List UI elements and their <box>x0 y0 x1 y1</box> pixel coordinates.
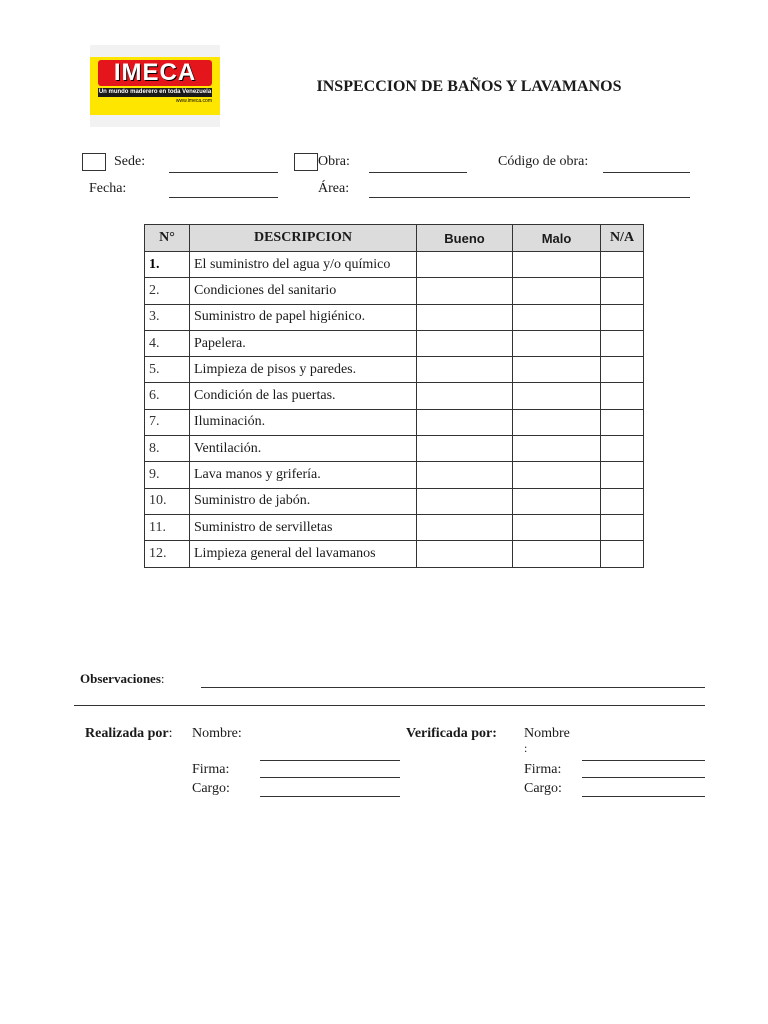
malo-cell[interactable] <box>513 488 601 514</box>
verificada-firma-field[interactable] <box>582 777 705 778</box>
header-bueno: Bueno <box>417 225 513 252</box>
table-row <box>145 409 644 435</box>
row-description: Lava manos y grifería. <box>190 462 417 488</box>
verificada-por-label: Verificada por: <box>406 726 497 741</box>
row-number: 3. <box>145 304 190 330</box>
na-cell[interactable] <box>601 252 644 278</box>
row-description: Suministro de servilletas <box>190 514 417 540</box>
na-cell[interactable] <box>601 383 644 409</box>
bueno-cell[interactable] <box>417 462 513 488</box>
table-row <box>145 330 644 356</box>
verificada-nombre-colon: : <box>524 741 528 755</box>
bueno-cell[interactable] <box>417 409 513 435</box>
malo-cell[interactable] <box>513 436 601 462</box>
logo-wordmark: IMECA <box>98 60 212 86</box>
realizada-cargo-field[interactable] <box>260 796 400 797</box>
malo-cell[interactable] <box>513 462 601 488</box>
verificada-cargo-field[interactable] <box>582 796 705 797</box>
na-cell[interactable] <box>601 409 644 435</box>
header-number: N° <box>145 225 190 252</box>
row-description: Iluminación. <box>190 409 417 435</box>
row-number: 1. <box>145 252 190 278</box>
sede-label: Sede: <box>114 154 146 169</box>
logo-url: www.imeca.com <box>175 98 212 104</box>
bueno-cell[interactable] <box>417 252 513 278</box>
row-description: Ventilación. <box>190 436 417 462</box>
table-row <box>145 357 644 383</box>
malo-cell[interactable] <box>513 304 601 330</box>
row-number: 9. <box>145 462 190 488</box>
table-row <box>145 278 644 304</box>
bueno-cell[interactable] <box>417 330 513 356</box>
table-row <box>145 436 644 462</box>
row-description: Limpieza de pisos y paredes. <box>190 357 417 383</box>
sede-checkbox[interactable] <box>82 153 106 171</box>
row-description: Condiciones del sanitario <box>190 278 417 304</box>
observaciones-field[interactable] <box>201 687 705 688</box>
verificada-cargo-label: Cargo: <box>524 781 562 796</box>
row-number: 10. <box>145 488 190 514</box>
observaciones-colon: : <box>160 671 165 686</box>
na-cell[interactable] <box>601 462 644 488</box>
bueno-cell[interactable] <box>417 514 513 540</box>
na-cell[interactable] <box>601 436 644 462</box>
observaciones-label: Observaciones <box>80 671 161 686</box>
table-row <box>145 383 644 409</box>
section-divider <box>74 705 705 706</box>
table-row <box>145 462 644 488</box>
area-label: Área: <box>318 181 350 196</box>
realizada-firma-field[interactable] <box>260 777 400 778</box>
fecha-field[interactable] <box>169 197 278 198</box>
row-number: 4. <box>145 330 190 356</box>
row-number: 11. <box>145 514 190 540</box>
row-description: Limpieza general del lavamanos <box>190 541 417 567</box>
bueno-cell[interactable] <box>417 436 513 462</box>
table-row <box>145 304 644 330</box>
realizada-por-label: Realizada por <box>85 726 169 741</box>
inspection-table <box>144 224 644 568</box>
row-number: 7. <box>145 409 190 435</box>
obra-field[interactable] <box>369 172 467 173</box>
table-row <box>145 541 644 567</box>
realizada-nombre-label: Nombre: <box>192 726 242 741</box>
row-number: 8. <box>145 436 190 462</box>
bueno-cell[interactable] <box>417 357 513 383</box>
malo-cell[interactable] <box>513 330 601 356</box>
malo-cell[interactable] <box>513 514 601 540</box>
malo-cell[interactable] <box>513 409 601 435</box>
na-cell[interactable] <box>601 304 644 330</box>
verificada-nombre-field[interactable] <box>582 760 705 761</box>
na-cell[interactable] <box>601 488 644 514</box>
realizada-cargo-label: Cargo: <box>192 781 230 796</box>
logo-tagline: Un mundo maderero en toda Venezuela <box>98 89 212 95</box>
codigo-obra-label: Código de obra: <box>498 154 589 169</box>
na-cell[interactable] <box>601 278 644 304</box>
realizada-firma-label: Firma: <box>192 762 230 777</box>
table-row <box>145 252 644 278</box>
table-row <box>145 488 644 514</box>
sede-field[interactable] <box>169 172 278 173</box>
na-cell[interactable] <box>601 330 644 356</box>
row-description: El suministro del agua y/o químico <box>190 252 417 278</box>
verificada-nombre-label: Nombre <box>524 726 570 741</box>
verificada-firma-label: Firma: <box>524 762 562 777</box>
row-number: 12. <box>145 541 190 567</box>
malo-cell[interactable] <box>513 383 601 409</box>
obra-checkbox[interactable] <box>294 153 318 171</box>
malo-cell[interactable] <box>513 278 601 304</box>
fecha-label: Fecha: <box>89 181 127 196</box>
malo-cell[interactable] <box>513 357 601 383</box>
row-description: Condición de las puertas. <box>190 383 417 409</box>
row-number: 2. <box>145 278 190 304</box>
document-title: INSPECCION DE BAÑOS Y LAVAMANOS <box>316 78 622 95</box>
table-header-row <box>145 225 644 252</box>
row-number: 5. <box>145 357 190 383</box>
malo-cell[interactable] <box>513 541 601 567</box>
realizada-por-colon: : <box>168 726 173 741</box>
realizada-nombre-field[interactable] <box>260 760 400 761</box>
header-na: N/A <box>601 225 644 252</box>
table-row <box>145 514 644 540</box>
bueno-cell[interactable] <box>417 304 513 330</box>
na-cell[interactable] <box>601 357 644 383</box>
header-malo: Malo <box>513 225 601 252</box>
row-number: 6. <box>145 383 190 409</box>
row-description: Papelera. <box>190 330 417 356</box>
realizada-por-group <box>85 726 173 742</box>
na-cell[interactable] <box>601 514 644 540</box>
row-description: Suministro de papel higiénico. <box>190 304 417 330</box>
area-field[interactable] <box>369 197 690 198</box>
bueno-cell[interactable] <box>417 541 513 567</box>
malo-cell[interactable] <box>513 252 601 278</box>
row-description: Suministro de jabón. <box>190 488 417 514</box>
obra-label: Obra: <box>318 154 350 169</box>
na-cell[interactable] <box>601 541 644 567</box>
observaciones-label-group <box>80 671 165 687</box>
bueno-cell[interactable] <box>417 278 513 304</box>
header-description: DESCRIPCION <box>190 225 417 252</box>
bueno-cell[interactable] <box>417 383 513 409</box>
codigo-obra-field[interactable] <box>603 172 690 173</box>
bueno-cell[interactable] <box>417 488 513 514</box>
